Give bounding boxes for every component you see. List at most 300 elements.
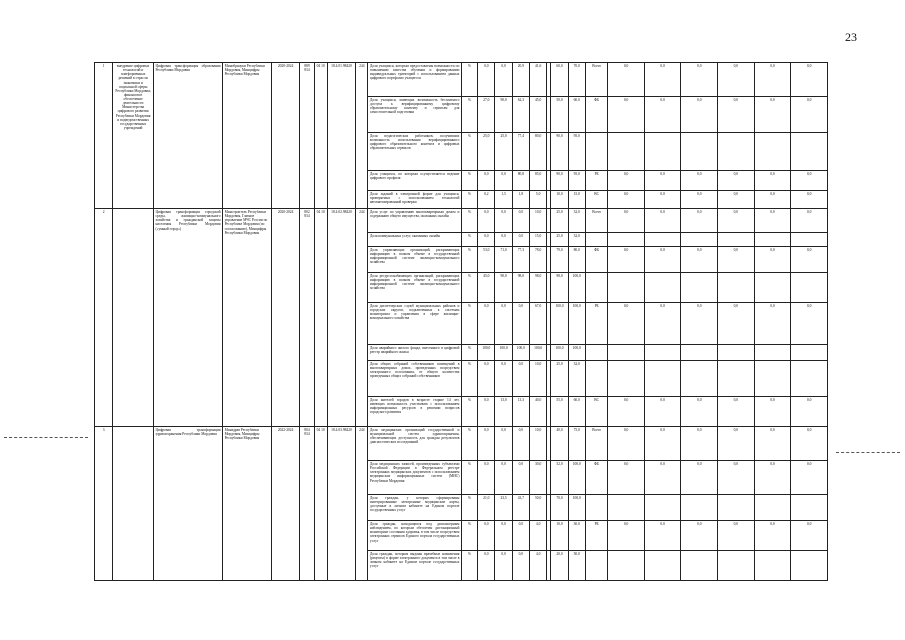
indicator-name-cell: Доля аварийного жилого фонда, внесенного в цифровой реестр аварийного жилья	[368, 345, 462, 361]
funding-value-cell	[681, 133, 718, 171]
funding-value-cell: 0,0	[754, 171, 791, 191]
indicator-name-cell: Доля коммунальных услуг, оказанных онлайн	[368, 233, 462, 247]
event-name-cell: Цифровая трансформация городской среды, жилищно-коммунального хозяйства и гражданской защиты населения Республики Мордовия («умный город»)	[153, 209, 222, 427]
indicator-value-cell: 0,0	[495, 461, 512, 495]
funding-value-cell	[718, 345, 755, 361]
funding-value-cell	[608, 361, 645, 397]
csr-cell: 18.4.02.98420	[327, 209, 355, 427]
funding-value-cell: 0,0	[754, 247, 791, 273]
indicator-name-cell: Доля ресурсоснабжающих организаций, раскрывающих информацию в полном объеме в государственной информационной системе жилищно-коммунального хозяйства	[368, 273, 462, 303]
unit-cell: %	[461, 361, 477, 397]
csr-cell: 18.4.01.98420	[327, 63, 355, 209]
funding-value-cell: 0,0	[608, 397, 645, 427]
funding-value-cell: 0,0	[754, 97, 791, 133]
funding-value-cell	[791, 273, 828, 303]
indicator-value-cell: 45,0	[530, 97, 547, 133]
indicator-value-cell: 100,0	[478, 345, 495, 361]
funding-value-cell: 0,0	[791, 461, 828, 495]
indicator-value-cell: 0,0	[495, 427, 512, 461]
indicator-value-cell: 60,0	[568, 97, 585, 133]
funding-value-cell	[608, 345, 645, 361]
indicator-value-cell: 30,0	[530, 461, 547, 495]
indicator-value-cell: 62,3	[512, 97, 529, 133]
funding-value-cell	[644, 133, 681, 171]
rzpr-cell: 04 10	[314, 209, 327, 427]
indicator-name-cell: Доля граждан, у которых сформированы интегрированные электронные медицинские карты, доступные в личном кабинете на Едином портале государственных услуг	[368, 495, 462, 521]
indicator-value-cell: 0,0	[512, 233, 529, 247]
indicator-value-cell: 67,0	[530, 303, 547, 345]
indicator-value-cell: 41,6	[530, 63, 547, 97]
indicator-value-cell: 4,0	[530, 551, 547, 581]
indicator-value-cell: 90,0	[495, 273, 512, 303]
funding-source-cell: Всего	[585, 427, 607, 461]
executor-cell: Минстроитель Республики Мордовия, Главное управление МЧС России по Республике Мордовия (по согласованию), Минцифры Республики Мордовия	[223, 209, 272, 427]
funding-value-cell	[718, 551, 755, 581]
funding-value-cell: 0,0	[718, 247, 755, 273]
funding-value-cell	[791, 233, 828, 247]
indicator-name-cell: Доля управляющих организаций, раскрывающих информацию в полном объеме в государственной информационной системе жилищно-коммунального хозяйства	[368, 247, 462, 273]
funding-value-cell: 0,0	[791, 97, 828, 133]
period-cell: 2020-2024	[271, 209, 299, 427]
vr-cell: 244	[356, 209, 368, 427]
funding-value-cell: 0,0	[718, 427, 755, 461]
funding-value-cell: 0,0	[754, 427, 791, 461]
indicator-value-cell: 90,0	[495, 97, 512, 133]
funding-value-cell: 0,0	[608, 521, 645, 551]
funding-source-cell	[585, 345, 607, 361]
funding-value-cell	[718, 495, 755, 521]
indicator-value-cell: 10,0	[551, 521, 568, 551]
funding-value-cell: 0,0	[681, 97, 718, 133]
indicator-value-cell: 70,0	[568, 63, 585, 97]
indicator-value-cell: 0,0	[478, 551, 495, 581]
vr-cell: 244	[356, 63, 368, 209]
indicator-value-cell: 98,0	[512, 273, 529, 303]
funding-value-cell	[608, 495, 645, 521]
funding-source-cell	[585, 233, 607, 247]
unit-cell: %	[461, 209, 477, 233]
indicator-value-cell: 0,0	[512, 461, 529, 495]
funding-value-cell: 0,0	[644, 521, 681, 551]
grbs-cell: 804 834	[300, 427, 314, 581]
funding-value-cell: 0,0	[791, 63, 828, 97]
indicator-value-cell: 77,4	[512, 133, 529, 171]
indicator-value-cell: 43,7	[512, 495, 529, 521]
indicator-value-cell: 0,0	[478, 63, 495, 97]
indicator-name-cell: Доля диспетчерских служб муниципальных районов и городских округов, подключенных к системам мониторинга и управления в сфере жилищно-коммунального хозяйства	[368, 303, 462, 345]
funding-value-cell: 0,0	[608, 97, 645, 133]
indicator-value-cell: 0,0	[478, 427, 495, 461]
table-row	[95, 209, 828, 233]
funding-value-cell: 0,0	[718, 461, 755, 495]
funding-value-cell: 0,0	[644, 171, 681, 191]
funding-value-cell	[718, 233, 755, 247]
indicator-value-cell: 60,0	[568, 397, 585, 427]
purpose-cell	[113, 209, 154, 427]
funding-value-cell	[718, 361, 755, 397]
funding-value-cell	[644, 551, 681, 581]
funding-value-cell: 0,0	[608, 303, 645, 345]
indicator-value-cell: 100,0	[530, 345, 547, 361]
funding-value-cell	[681, 551, 718, 581]
indicator-value-cell: 95,0	[568, 171, 585, 191]
indicator-value-cell: 53,0	[478, 247, 495, 273]
unit-cell: %	[461, 273, 477, 303]
indicator-value-cell: 50,0	[530, 495, 547, 521]
indicator-value-cell: 25,0	[495, 133, 512, 171]
funding-value-cell	[791, 361, 828, 397]
funding-value-cell: 0,0	[644, 63, 681, 97]
funding-value-cell: 0,0	[608, 171, 645, 191]
funding-value-cell: 0,0	[644, 461, 681, 495]
unit-cell: %	[461, 551, 477, 581]
funding-value-cell: 0,0	[718, 521, 755, 551]
page-number: 23	[845, 30, 857, 44]
period-cell: 2022-2024	[271, 427, 299, 581]
indicator-value-cell: 40,0	[551, 427, 568, 461]
funding-source-cell	[585, 495, 607, 521]
indicator-name-cell: Доля учащихся, которым предоставлены возможности по повышению качества обучения и формированию индивидуальных траекторий с использованием данных цифрового портфолио учащегося	[368, 63, 462, 97]
indicator-value-cell: 60,0	[551, 63, 568, 97]
purpose-cell: внедрение цифровых технологий и платформенных решений в отрасли экономики и социальной сферы Республики Мордовия; финансовое обеспечение деятельности Министерства цифрового развития Республики Мордовия и подведомственных государственных учреждений	[113, 63, 154, 209]
indicator-value-cell: 90,0	[551, 133, 568, 171]
funding-value-cell: 0,0	[681, 209, 718, 233]
funding-source-cell: ФБ	[585, 97, 607, 133]
funding-value-cell	[754, 495, 791, 521]
indicator-value-cell: 71,0	[495, 247, 512, 273]
indicator-value-cell: 0,0	[495, 63, 512, 97]
indicator-name-cell: Доля педагогических работников, получивших возможность использования верифицированного цифрового образовательного контента и цифровых образовательных сервисов	[368, 133, 462, 171]
funding-value-cell: 0,0	[791, 427, 828, 461]
unit-cell: %	[461, 191, 477, 209]
unit-cell: %	[461, 303, 477, 345]
funding-source-cell	[585, 133, 607, 171]
grbs-cell: 889 834	[300, 63, 314, 209]
funding-value-cell: 0,0	[644, 97, 681, 133]
indicator-value-cell: 0,0	[512, 551, 529, 581]
indicator-value-cell: 0,0	[478, 461, 495, 495]
funding-value-cell	[681, 361, 718, 397]
grbs-cell: 802 834	[300, 209, 314, 427]
funding-value-cell: 0,0	[681, 397, 718, 427]
indicator-value-cell: 1,5	[495, 191, 512, 209]
funding-value-cell: 0,0	[644, 397, 681, 427]
indicator-name-cell: Доля жителей городов в возрасте старше 14 лет, имеющих возможность участвовать с использованием информационных ресурсов в решении вопросов городского развития	[368, 397, 462, 427]
funding-value-cell	[791, 345, 828, 361]
funding-source-cell: РБ	[585, 303, 607, 345]
funding-value-cell: 0,0	[791, 191, 828, 209]
csr-cell: 18.4.03.98420	[327, 427, 355, 581]
indicator-name-cell: Доля общих собраний собственников помещений в многоквартирных домах, проведенных посредством электронного голосования, от общего количества проведенных общих собраний собственников	[368, 361, 462, 397]
indicator-value-cell: 75,0	[568, 427, 585, 461]
indicator-value-cell: 100,0	[568, 303, 585, 345]
indicator-value-cell: 0,0	[512, 521, 529, 551]
funding-value-cell: 0,0	[644, 427, 681, 461]
funding-value-cell	[681, 345, 718, 361]
funding-value-cell: 0,0	[644, 303, 681, 345]
funding-value-cell: 0,0	[681, 461, 718, 495]
funding-value-cell: 0,0	[608, 461, 645, 495]
indicator-name-cell: Доля граждан, которым выданы врачебные назначения (рецепты) в форме электронного документа в том числе в личном кабинете на Едином портале государственных услуг	[368, 551, 462, 581]
indicator-value-cell: 0,0	[495, 303, 512, 345]
funding-value-cell	[608, 551, 645, 581]
indicator-value-cell: 100,0	[568, 495, 585, 521]
funding-value-cell: 0,0	[681, 171, 718, 191]
indicator-name-cell: Доля учащихся, имеющих возможность бесплатного доступа к верифицированному цифровому образовательному контенту и сервисам для самостоятельной подготовки	[368, 97, 462, 133]
indicator-value-cell: 100,0	[568, 273, 585, 303]
funding-value-cell: 0,0	[608, 63, 645, 97]
indicator-value-cell: 85,0	[530, 171, 547, 191]
scan-artifact-line	[836, 452, 900, 453]
purpose-cell	[113, 427, 154, 581]
funding-value-cell	[681, 273, 718, 303]
indicator-value-cell: 0,0	[478, 361, 495, 397]
indicator-value-cell: 0,0	[478, 171, 495, 191]
executor-cell: Минздрав Республики Мордовия, Минцифры Республики Мордовия	[223, 427, 272, 581]
funding-source-cell: Всего	[585, 63, 607, 97]
funding-value-cell: 0,0	[608, 247, 645, 273]
indicator-value-cell: 98,0	[530, 273, 547, 303]
funding-source-cell	[585, 273, 607, 303]
indicator-value-cell: 20,9	[512, 63, 529, 97]
funding-value-cell	[681, 233, 718, 247]
funding-value-cell: 0,0	[754, 397, 791, 427]
indicator-value-cell: 5,0	[530, 191, 547, 209]
funding-value-cell	[754, 551, 791, 581]
indicator-value-cell: 80,8	[512, 171, 529, 191]
indicator-value-cell: 4,0	[530, 521, 547, 551]
vr-cell: 244	[356, 427, 368, 581]
indicator-value-cell: 0,0	[478, 303, 495, 345]
funding-value-cell: 0,0	[681, 191, 718, 209]
indicator-value-cell: 79,0	[551, 247, 568, 273]
executor-cell: Минобрнауки Республики Мордовия, Минцифры Республики Мордовия	[223, 63, 272, 209]
indicator-value-cell: 13,0	[495, 397, 512, 427]
indicator-value-cell: 0,0	[478, 209, 495, 233]
funding-value-cell: 0,0	[754, 63, 791, 97]
indicator-value-cell: 100,0	[568, 345, 585, 361]
row-number: 2	[95, 209, 113, 427]
indicator-value-cell: 27,0	[478, 97, 495, 133]
funding-source-cell: РБ	[585, 171, 607, 191]
funding-value-cell	[644, 345, 681, 361]
funding-value-cell: 0,0	[681, 521, 718, 551]
indicator-value-cell: 50,0	[551, 97, 568, 133]
indicator-value-cell: 52,0	[551, 461, 568, 495]
indicator-value-cell: 25,0	[551, 233, 568, 247]
funding-value-cell: 0,0	[681, 427, 718, 461]
unit-cell: %	[461, 397, 477, 427]
funding-value-cell	[644, 361, 681, 397]
indicator-value-cell: 32,0	[568, 233, 585, 247]
funding-source-cell: ФБ	[585, 461, 607, 495]
event-name-cell: Цифровая трансформация здравоохранения Республики Мордовия	[153, 427, 222, 581]
indicator-name-cell: Доля граждан, находящихся под диспансерным наблюдением, по которым обеспечен дистанционный мониторинг состояния здоровья, в том числе посредством электронных сервисов Единого портала государственных услуг	[368, 521, 462, 551]
row-number: 1	[95, 63, 113, 209]
indicator-value-cell: 0,0	[512, 303, 529, 345]
indicator-value-cell: 25,0	[551, 209, 568, 233]
funding-value-cell: 0,0	[681, 63, 718, 97]
indicator-value-cell: 55,0	[551, 397, 568, 427]
indicator-value-cell: 0,0	[495, 209, 512, 233]
indicator-name-cell: Доля медицинских организаций государственной и муниципальной систем здравоохранения, обеспечивающих доступность для граждан результатов диагностических исследований	[368, 427, 462, 461]
indicator-value-cell: 0,0	[495, 171, 512, 191]
indicator-value-cell: 80,0	[568, 247, 585, 273]
funding-value-cell	[791, 551, 828, 581]
indicator-value-cell: 10,0	[530, 361, 547, 397]
row-number: 3	[95, 427, 113, 581]
indicator-value-cell: 45,0	[478, 273, 495, 303]
indicator-value-cell: 10,0	[530, 427, 547, 461]
funding-source-cell: Всего	[585, 209, 607, 233]
unit-cell: %	[461, 521, 477, 551]
scan-artifact-line	[4, 437, 88, 438]
indicator-value-cell: 1,8	[512, 191, 529, 209]
unit-cell: %	[461, 247, 477, 273]
funding-value-cell: 0,0	[718, 97, 755, 133]
indicator-value-cell: 90,0	[551, 171, 568, 191]
funding-value-cell: 0,0	[718, 63, 755, 97]
funding-value-cell: 0,0	[791, 209, 828, 233]
unit-cell: %	[461, 63, 477, 97]
indicator-name-cell: Доля учащихся, по которым осуществляется ведение цифрового профиля	[368, 171, 462, 191]
funding-value-cell: 0,0	[608, 191, 645, 209]
indicator-value-cell: 15,0	[530, 233, 547, 247]
funding-value-cell: 0,0	[791, 397, 828, 427]
indicator-name-cell: Доля услуг по управлению многоквартирным домом и содержанию общего имущества, оказанных онлайн	[368, 209, 462, 233]
funding-source-cell	[585, 361, 607, 397]
indicator-value-cell: 32,0	[568, 209, 585, 233]
funding-value-cell: 0,0	[754, 521, 791, 551]
indicator-value-cell: 40,0	[530, 397, 547, 427]
funding-value-cell	[644, 233, 681, 247]
funding-source-cell: РБ	[585, 521, 607, 551]
funding-value-cell	[608, 273, 645, 303]
funding-value-cell	[718, 273, 755, 303]
indicator-value-cell: 25,0	[478, 133, 495, 171]
unit-cell: %	[461, 345, 477, 361]
indicator-value-cell: 95,0	[568, 133, 585, 171]
period-cell: 2020-2024	[271, 63, 299, 209]
funding-source-cell: ВС	[585, 191, 607, 209]
indicator-value-cell: 100,0	[512, 345, 529, 361]
rzpr-cell: 04 10	[314, 63, 327, 209]
funding-value-cell: 0,0	[644, 191, 681, 209]
table-row	[95, 427, 828, 461]
funding-value-cell: 0,0	[608, 427, 645, 461]
unit-cell: %	[461, 495, 477, 521]
indicator-value-cell: 100,0	[495, 345, 512, 361]
funding-value-cell	[644, 495, 681, 521]
indicator-value-cell: 78,0	[530, 247, 547, 273]
indicator-value-cell: 98,0	[551, 273, 568, 303]
indicator-value-cell: 23,5	[495, 495, 512, 521]
indicator-value-cell: 0,0	[495, 521, 512, 551]
indicator-value-cell: 100,0	[568, 461, 585, 495]
indicator-value-cell: 20,0	[551, 551, 568, 581]
funding-value-cell: 0,0	[681, 303, 718, 345]
indicator-value-cell: 0,0	[495, 551, 512, 581]
indicator-value-cell: 70,0	[551, 495, 568, 521]
indicator-value-cell: 0,0	[478, 521, 495, 551]
indicator-value-cell: 15,0	[568, 191, 585, 209]
unit-cell: %	[461, 427, 477, 461]
funding-value-cell: 0,0	[718, 397, 755, 427]
funding-value-cell	[644, 273, 681, 303]
indicator-name-cell: Доля заданий в электронной форме для учащихся, проверяемых с использованием технологий автоматизированной проверки	[368, 191, 462, 209]
indicator-value-cell: 32,0	[568, 361, 585, 397]
funding-value-cell	[718, 133, 755, 171]
funding-value-cell	[754, 133, 791, 171]
funding-value-cell	[681, 495, 718, 521]
indicator-value-cell: 0,0	[495, 233, 512, 247]
funding-value-cell	[791, 133, 828, 171]
funding-value-cell: 0,0	[754, 461, 791, 495]
indicator-value-cell: 80,0	[530, 133, 547, 171]
unit-cell: %	[461, 97, 477, 133]
unit-cell: %	[461, 461, 477, 495]
indicator-value-cell: 10,0	[551, 191, 568, 209]
funding-value-cell: 0,0	[754, 303, 791, 345]
funding-source-cell	[585, 551, 607, 581]
unit-cell: %	[461, 133, 477, 171]
indicator-value-cell: 100,0	[551, 303, 568, 345]
indicator-value-cell: 0,2	[478, 191, 495, 209]
funding-value-cell	[608, 133, 645, 171]
indicator-value-cell: 100,0	[551, 345, 568, 361]
indicator-value-cell: 21,0	[478, 495, 495, 521]
funding-value-cell: 0,0	[718, 191, 755, 209]
funding-value-cell	[608, 233, 645, 247]
funding-value-cell: 0,0	[644, 209, 681, 233]
indicator-value-cell: 0,0	[478, 397, 495, 427]
table-row	[95, 63, 828, 97]
indicator-value-cell: 10,0	[530, 209, 547, 233]
indicator-value-cell: 0,0	[512, 361, 529, 397]
indicator-value-cell: 77,3	[512, 247, 529, 273]
funding-value-cell	[791, 495, 828, 521]
funding-value-cell: 0,0	[718, 303, 755, 345]
funding-source-cell: ВС	[585, 397, 607, 427]
indicator-value-cell: 0,0	[478, 233, 495, 247]
funding-value-cell	[754, 361, 791, 397]
funding-value-cell: 0,0	[608, 209, 645, 233]
funding-value-cell: 0,0	[718, 209, 755, 233]
funding-value-cell: 0,0	[791, 303, 828, 345]
funding-value-cell: 0,0	[644, 247, 681, 273]
funding-value-cell: 0,0	[681, 247, 718, 273]
funding-value-cell: 0,0	[791, 247, 828, 273]
funding-value-cell: 0,0	[754, 209, 791, 233]
indicator-value-cell: 0,0	[512, 427, 529, 461]
indicator-value-cell: 0,0	[495, 361, 512, 397]
funding-value-cell: 0,0	[791, 521, 828, 551]
indicator-value-cell: 30,0	[568, 521, 585, 551]
indicator-value-cell: 0,0	[512, 209, 529, 233]
indicator-name-cell: Доля медицинских записей, произведенных субъектами Российской Федерации в Федеральном реестре электронных медицинских документов с использованием медицинских информационных систем (МИС) Республики Мордовия	[368, 461, 462, 495]
program-table	[94, 62, 828, 581]
unit-cell: %	[461, 233, 477, 247]
funding-source-cell: ФБ	[585, 247, 607, 273]
indicator-value-cell: 13,3	[512, 397, 529, 427]
rzpr-cell: 04 10	[314, 427, 327, 581]
event-name-cell: Цифровая трансформация образования Республики Мордовия	[153, 63, 222, 209]
indicator-value-cell: 25,0	[551, 361, 568, 397]
funding-value-cell	[754, 273, 791, 303]
funding-value-cell	[754, 233, 791, 247]
funding-value-cell: 0,0	[718, 171, 755, 191]
unit-cell: %	[461, 171, 477, 191]
